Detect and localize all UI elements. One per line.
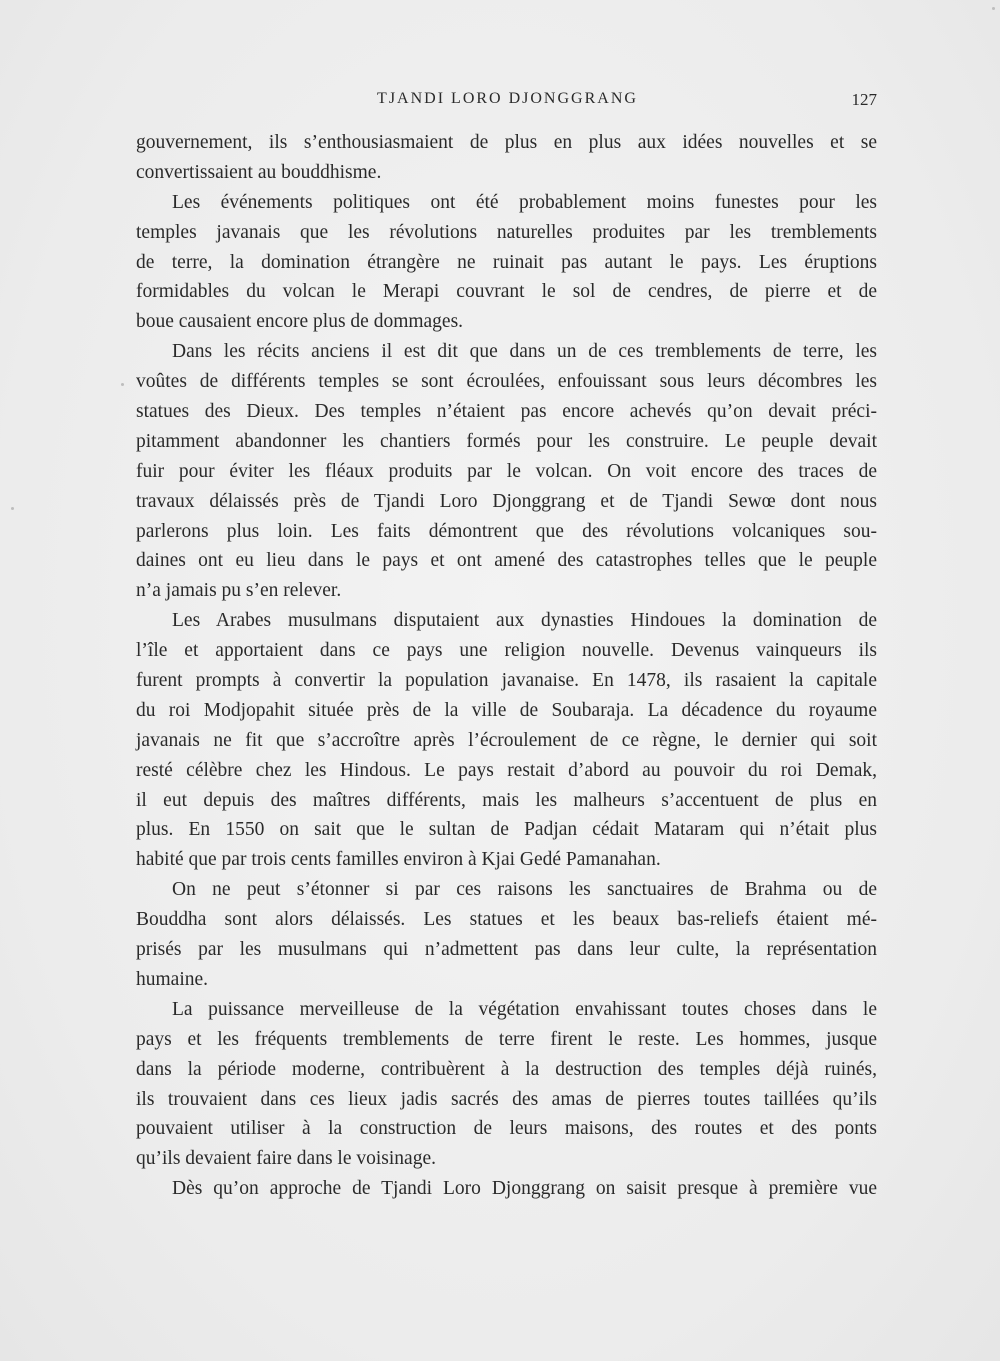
text-line: prisés par les musulmans qui n’admettent pas dans leur culte, la représentation — [136, 939, 877, 961]
paper-speck — [992, 7, 995, 10]
text-line: boue causaient encore plus de dommages. — [136, 311, 464, 333]
paragraph-first-line: La puissance merveilleuse de la végétation envahissant toutes choses dans le — [172, 998, 877, 1020]
text-line: humaine. — [136, 968, 209, 990]
text-line: pouvaient utiliser à la construction de leurs maisons, des routes et des ponts — [136, 1118, 877, 1140]
running-head — [136, 90, 877, 114]
text-line: furent prompts à convertir la population javanaise. En 1478, ils rasaient la capitale — [136, 670, 877, 692]
text-line: dans la période moderne, contribuèrent à la destruction des temples déjà ruinés, — [136, 1058, 877, 1080]
text-line: voûtes de différents temples se sont écroulées, enfouissant sous leurs décombres les — [136, 371, 877, 393]
paragraph-first-line: Les événements politiques ont été probablement moins funestes pour les — [172, 191, 877, 213]
text-line: pays et les fréquents tremblements de terre firent le reste. Les hommes, jusque — [136, 1028, 877, 1050]
text-line: plus. En 1550 on sait que le sultan de Padjan cédait Mataram qui n’était plus — [136, 819, 877, 841]
page-number: 127 — [851, 90, 877, 109]
text-line: statues des Dieux. Des temples n’étaient pas encore achevés qu’on devait préci- — [136, 401, 877, 423]
text-line: convertissaient au bouddhisme. — [136, 161, 382, 183]
text-line: de terre, la domination étrangère ne ruinait pas autant le pays. Les éruptions — [136, 251, 877, 273]
paragraph-first-line: Dans les récits anciens il est dit que dans un de ces tremblements de terre, les — [172, 341, 877, 363]
text-line: ils trouvaient dans ces lieux jadis sacrés des amas de pierres toutes taillées qu’ils — [136, 1088, 877, 1110]
text-line: du roi Modjopahit située près de la ville de Soubaraja. La décadence du royaume — [136, 699, 877, 721]
paper-speck — [11, 507, 14, 510]
paragraph-first-line: Dès qu’on approche de Tjandi Loro Djonggrang on saisit presque à première vue — [172, 1178, 877, 1200]
text-line: javanais ne fit que s’accroître après l’écroulement de ce règne, le dernier qui soit — [136, 729, 877, 751]
text-line: daines ont eu lieu dans le pays et ont amené des catastrophes telles que le peuple — [136, 550, 877, 572]
paper-speck — [121, 383, 124, 386]
text-line: gouvernement, ils s’enthousiasmaient de plus en plus aux idées nouvelles et se — [136, 132, 877, 153]
paragraph-first-line: Les Arabes musulmans disputaient aux dynasties Hindoues la domination de — [172, 610, 877, 632]
text-line: formidables du volcan le Merapi couvrant le sol de cendres, de pierre et de — [136, 281, 877, 303]
text-line: qu’ils devaient faire dans le voisinage. — [136, 1148, 436, 1170]
running-title: TJANDI LORO DJONGGRANG — [377, 90, 638, 107]
text-line: travaux délaissés près de Tjandi Loro Djonggrang et de Tjandi Sewœ dont nous — [136, 490, 877, 512]
text-line: habité que par trois cents familles environ à Kjai Gedé Pamanahan. — [136, 849, 661, 871]
text-line: temples javanais que les révolutions naturelles produites par les tremblements — [136, 221, 877, 243]
body-text — [136, 128, 877, 1204]
text-line: il eut depuis des maîtres différents, mais les malheurs s’accentuent de plus en — [136, 789, 877, 811]
text-line: fuir pour éviter les fléaux produits par le volcan. On voit encore des traces de — [136, 460, 877, 482]
text-line: resté célèbre chez les Hindous. Le pays restait d’abord au pouvoir du roi Demak, — [136, 759, 877, 781]
text-line: pitamment abandonner les chantiers formés pour les construire. Le peuple devait — [136, 430, 877, 452]
text-line: n’a jamais pu s’en relever. — [136, 580, 342, 602]
paragraph-first-line: On ne peut s’étonner si par ces raisons les sanctuaires de Brahma ou de — [172, 879, 877, 901]
text-line: Bouddha sont alors délaissés. Les statues et les beaux bas-reliefs étaient mé- — [136, 909, 877, 931]
text-line: l’île et apportaient dans ce pays une religion nouvelle. Devenus vainqueurs ils — [136, 640, 877, 662]
text-line: parlerons plus loin. Les faits démontrent que des révolutions volcaniques sou- — [136, 520, 877, 542]
